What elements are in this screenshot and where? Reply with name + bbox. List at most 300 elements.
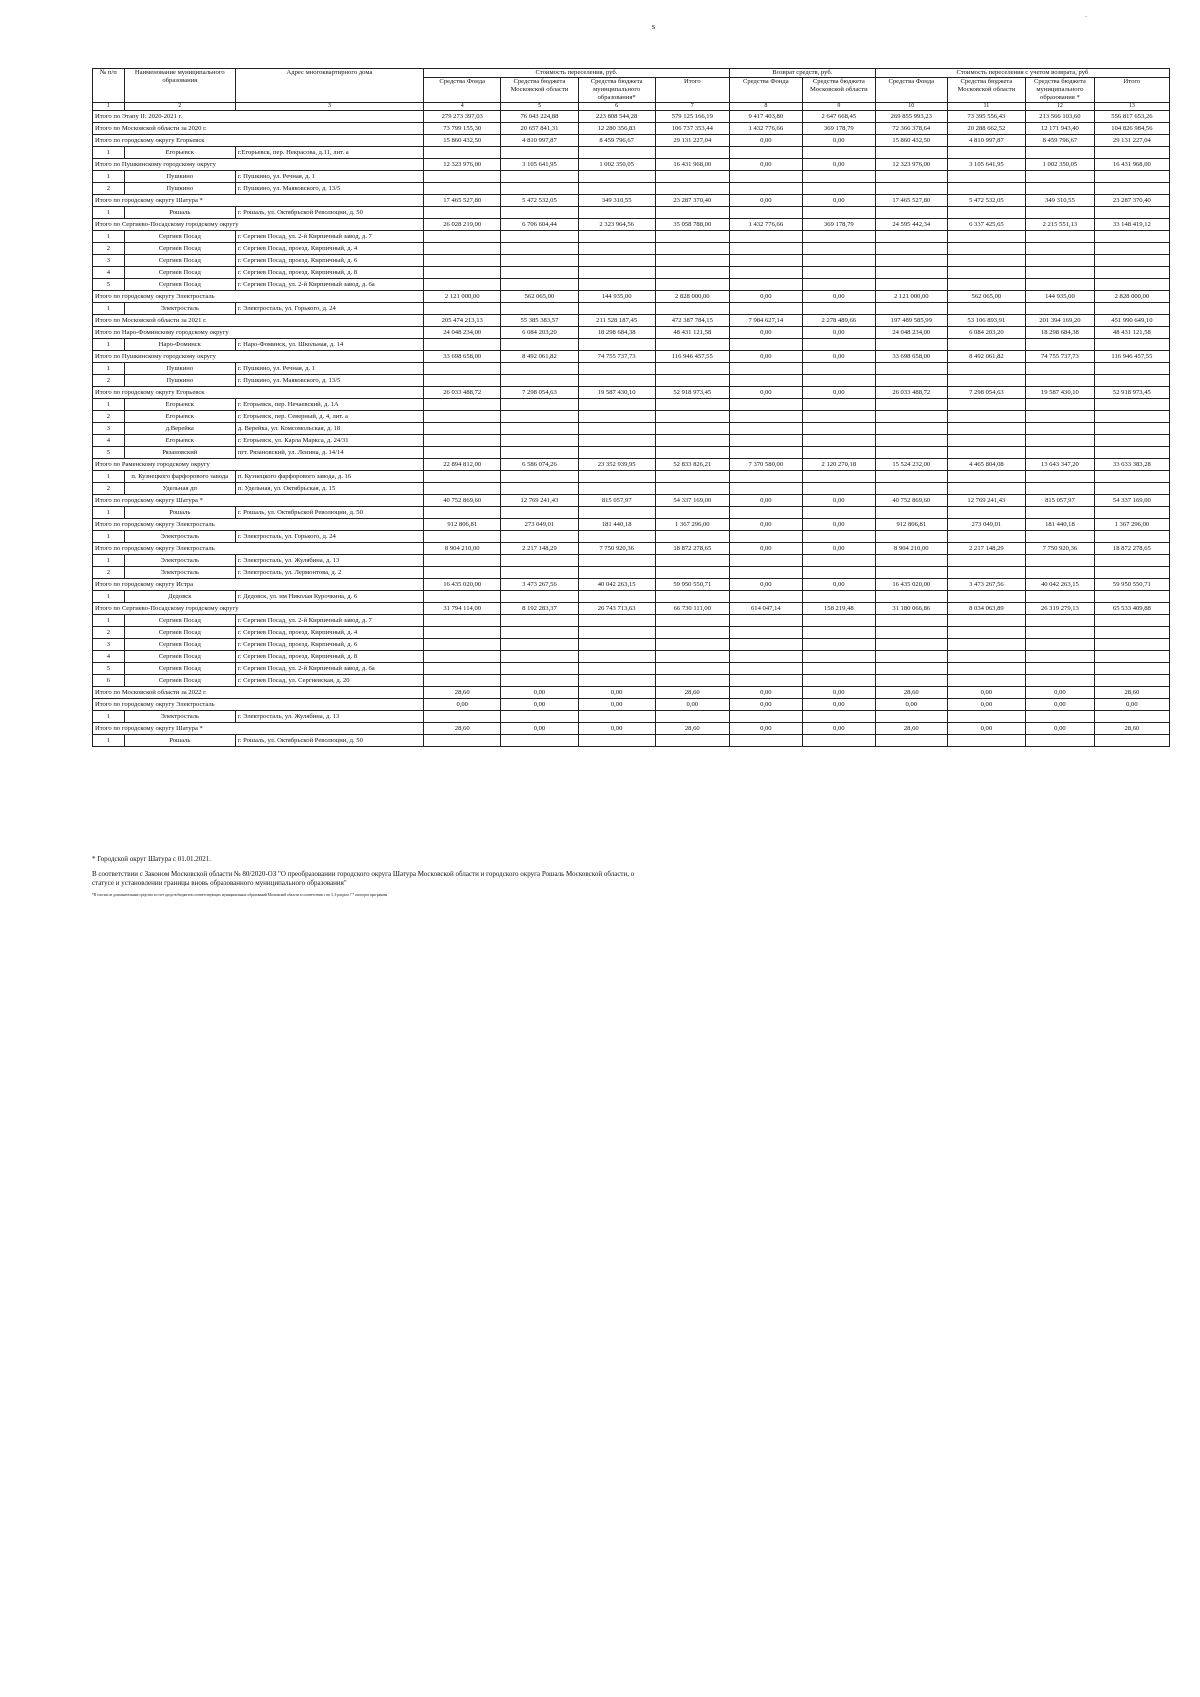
row-number: 2 xyxy=(93,183,125,195)
footnote-law-cont: статусе и установлении границы вновь образованного муниципального образования" xyxy=(92,879,347,887)
table-row xyxy=(93,255,1170,267)
table-row xyxy=(93,375,1170,387)
table-body xyxy=(93,111,1170,747)
col-number: 9 xyxy=(802,103,875,111)
empty-cell xyxy=(424,735,501,747)
empty-cell xyxy=(947,243,1025,255)
empty-cell xyxy=(947,639,1025,651)
empty-cell xyxy=(501,423,578,435)
empty-cell xyxy=(1026,663,1095,675)
header-name: Наименование муниципального образования xyxy=(124,69,235,103)
empty-cell xyxy=(1094,447,1169,459)
empty-cell xyxy=(501,651,578,663)
total-value: 0,00 xyxy=(729,723,802,735)
empty-cell xyxy=(802,423,875,435)
empty-cell xyxy=(578,183,655,195)
municipality-name: Пушкино xyxy=(124,375,235,387)
empty-cell xyxy=(578,207,655,219)
empty-cell xyxy=(875,231,947,243)
empty-cell xyxy=(1026,615,1095,627)
empty-cell xyxy=(1094,399,1169,411)
total-label: Итого по городскому округу Электросталь xyxy=(93,699,424,711)
house-address: г. Пушкино, ул. Речная, д. 1 xyxy=(235,363,423,375)
total-value: 223 808 544,28 xyxy=(578,111,655,123)
total-value: 0,00 xyxy=(578,723,655,735)
empty-cell xyxy=(1026,639,1095,651)
total-value: 3 105 641,95 xyxy=(947,159,1025,171)
total-value: 23 287 370,40 xyxy=(655,195,729,207)
total-value: 6 337 425,65 xyxy=(947,219,1025,231)
empty-cell xyxy=(1094,483,1169,495)
table-row xyxy=(93,411,1170,423)
empty-cell xyxy=(501,375,578,387)
total-value: 0,00 xyxy=(802,723,875,735)
total-value: 16 431 968,00 xyxy=(655,159,729,171)
empty-cell xyxy=(729,651,802,663)
empty-cell xyxy=(729,267,802,279)
empty-cell xyxy=(501,363,578,375)
total-label: Итого по городскому округу Электросталь xyxy=(93,291,424,303)
total-value: 12 171 943,40 xyxy=(1026,123,1095,135)
total-row xyxy=(93,135,1170,147)
total-label: Итого по городскому округу Шатура * xyxy=(93,723,424,735)
row-number: 1 xyxy=(93,363,125,375)
empty-cell xyxy=(875,207,947,219)
house-address: г. Сергиев Посад, ул. 2-й Кирпичный завод, д. 6а xyxy=(235,279,423,291)
empty-cell xyxy=(875,507,947,519)
header-cost-municipal: Средства бюджета муниципального образования* xyxy=(578,78,655,103)
total-value: 0,00 xyxy=(1026,699,1095,711)
empty-cell xyxy=(1026,567,1095,579)
empty-cell xyxy=(947,651,1025,663)
empty-cell xyxy=(947,675,1025,687)
total-value: 1 002 350,05 xyxy=(1026,159,1095,171)
total-value: 349 310,55 xyxy=(1026,195,1095,207)
total-value: 0,00 xyxy=(802,351,875,363)
row-number: 2 xyxy=(93,411,125,423)
house-address: г. Электросталь, ул. Жулябина, д. 13 xyxy=(235,711,423,723)
empty-cell xyxy=(1026,399,1095,411)
empty-cell xyxy=(578,147,655,159)
empty-cell xyxy=(424,447,501,459)
total-value: 815 057,97 xyxy=(578,495,655,507)
house-address: г. Сергиев Посад, проезд. Кирпичный, д. 4 xyxy=(235,243,423,255)
empty-cell xyxy=(947,483,1025,495)
total-row xyxy=(93,459,1170,471)
total-value: 104 826 984,56 xyxy=(1094,123,1169,135)
empty-cell xyxy=(424,279,501,291)
total-value: 29 131 227,04 xyxy=(655,135,729,147)
total-value: 19 587 430,10 xyxy=(1026,387,1095,399)
empty-cell xyxy=(802,411,875,423)
total-value: 40 042 263,15 xyxy=(1026,579,1095,591)
total-value: 28,60 xyxy=(424,723,501,735)
empty-cell xyxy=(1094,651,1169,663)
empty-cell xyxy=(802,231,875,243)
total-value: 55 385 383,57 xyxy=(501,315,578,327)
empty-cell xyxy=(424,303,501,315)
house-address: г. Пушкино, ул. Маяковского, д. 13/5 xyxy=(235,375,423,387)
empty-cell xyxy=(947,303,1025,315)
empty-cell xyxy=(1094,663,1169,675)
header-cost-total: Итого xyxy=(655,78,729,103)
total-row xyxy=(93,219,1170,231)
total-value: 0,00 xyxy=(802,291,875,303)
empty-cell xyxy=(578,375,655,387)
total-value: 8 492 061,82 xyxy=(501,351,578,363)
total-value: 8 492 061,82 xyxy=(947,351,1025,363)
total-value: 144 935,00 xyxy=(1026,291,1095,303)
corner-mark: . xyxy=(1085,10,1087,19)
empty-cell xyxy=(655,267,729,279)
empty-cell xyxy=(1026,363,1095,375)
municipality-name: Сергиев Посад xyxy=(124,627,235,639)
empty-cell xyxy=(875,303,947,315)
empty-cell xyxy=(424,675,501,687)
empty-cell xyxy=(1026,255,1095,267)
empty-cell xyxy=(578,567,655,579)
empty-cell xyxy=(947,375,1025,387)
total-value: 0,00 xyxy=(802,699,875,711)
total-value: 116 946 457,55 xyxy=(655,351,729,363)
empty-cell xyxy=(578,675,655,687)
empty-cell xyxy=(875,279,947,291)
empty-cell xyxy=(802,183,875,195)
total-value: 8 904 210,00 xyxy=(875,543,947,555)
empty-cell xyxy=(501,663,578,675)
empty-cell xyxy=(875,483,947,495)
total-value: 33 633 383,28 xyxy=(1094,459,1169,471)
total-value: 48 431 121,58 xyxy=(1094,327,1169,339)
empty-cell xyxy=(655,435,729,447)
total-value: 1 432 776,66 xyxy=(729,123,802,135)
total-value: 16 435 020,00 xyxy=(875,579,947,591)
empty-cell xyxy=(424,639,501,651)
table-row xyxy=(93,399,1170,411)
total-value: 0,00 xyxy=(947,687,1025,699)
total-value: 2 120 270,18 xyxy=(802,459,875,471)
row-number: 1 xyxy=(93,507,125,519)
total-value: 24 048 234,00 xyxy=(875,327,947,339)
total-value: 0,00 xyxy=(947,699,1025,711)
header-net-fund: Средства Фонда xyxy=(875,78,947,103)
empty-cell xyxy=(802,663,875,675)
empty-cell xyxy=(947,507,1025,519)
empty-cell xyxy=(947,735,1025,747)
empty-cell xyxy=(655,375,729,387)
total-value: 211 528 187,45 xyxy=(578,315,655,327)
total-label: Итого по городскому округу Егорьевск xyxy=(93,135,424,147)
empty-cell xyxy=(424,615,501,627)
total-value: 472 387 784,15 xyxy=(655,315,729,327)
empty-cell xyxy=(1094,279,1169,291)
header-return-group: Возврат средств, руб. xyxy=(729,69,875,78)
total-value: 0,00 xyxy=(501,723,578,735)
municipality-name: Наро-Фоминск xyxy=(124,339,235,351)
empty-cell xyxy=(1094,147,1169,159)
empty-cell xyxy=(501,447,578,459)
empty-cell xyxy=(1094,591,1169,603)
total-value: 8 459 796,67 xyxy=(578,135,655,147)
empty-cell xyxy=(501,399,578,411)
table-row xyxy=(93,735,1170,747)
total-value: 269 855 993,23 xyxy=(875,111,947,123)
total-value: 28,60 xyxy=(875,687,947,699)
total-value: 0,00 xyxy=(802,135,875,147)
total-value: 0,00 xyxy=(729,291,802,303)
table-row xyxy=(93,507,1170,519)
empty-cell xyxy=(729,675,802,687)
total-value: 562 065,00 xyxy=(501,291,578,303)
header-net-total: Итого xyxy=(1094,78,1169,103)
empty-cell xyxy=(655,303,729,315)
empty-cell xyxy=(802,567,875,579)
municipality-name: Сергиев Посад xyxy=(124,651,235,663)
empty-cell xyxy=(1026,339,1095,351)
footnote-small: *В том числе дополнительные средства за счет средств бюджетов соответствующих муниципальных образований Московской области в соответствии с пп 3, 4 раздела 7 * паспорта программы xyxy=(92,893,388,897)
total-value: 279 273 397,03 xyxy=(424,111,501,123)
empty-cell xyxy=(1026,735,1095,747)
empty-cell xyxy=(1026,447,1095,459)
row-number: 1 xyxy=(93,231,125,243)
total-value: 28,60 xyxy=(424,687,501,699)
total-value: 26 033 488,72 xyxy=(875,387,947,399)
empty-cell xyxy=(1094,243,1169,255)
empty-cell xyxy=(578,591,655,603)
empty-cell xyxy=(1094,255,1169,267)
col-number: 6 xyxy=(578,103,655,111)
empty-cell xyxy=(802,483,875,495)
empty-cell xyxy=(578,435,655,447)
total-value: 18 872 278,65 xyxy=(655,543,729,555)
total-value: 74 755 737,73 xyxy=(1026,351,1095,363)
col-number: 5 xyxy=(501,103,578,111)
empty-cell xyxy=(947,399,1025,411)
total-value: 0,00 xyxy=(802,327,875,339)
municipality-name: Сергиев Посад xyxy=(124,675,235,687)
total-row xyxy=(93,195,1170,207)
empty-cell xyxy=(655,567,729,579)
empty-cell xyxy=(729,507,802,519)
total-row xyxy=(93,327,1170,339)
empty-cell xyxy=(729,423,802,435)
total-value: 66 730 111,00 xyxy=(655,603,729,615)
header-cost-group: Стоимость переселения, руб. xyxy=(424,69,730,78)
empty-cell xyxy=(424,231,501,243)
row-number: 1 xyxy=(93,591,125,603)
total-value: 26 319 279,13 xyxy=(1026,603,1095,615)
table-row xyxy=(93,207,1170,219)
house-address: г. Дедовск, ул. им Николая Курочкина, д. 6 xyxy=(235,591,423,603)
house-address: г. Электросталь, ул. Горького, д. 24 xyxy=(235,303,423,315)
row-number: 4 xyxy=(93,435,125,447)
total-value: 33 698 658,00 xyxy=(424,351,501,363)
total-value: 7 298 054,63 xyxy=(501,387,578,399)
row-number: 1 xyxy=(93,531,125,543)
empty-cell xyxy=(655,171,729,183)
table-row xyxy=(93,147,1170,159)
municipality-name: Сергиев Посад xyxy=(124,231,235,243)
total-value: 59 950 550,71 xyxy=(655,579,729,591)
total-value: 0,00 xyxy=(424,699,501,711)
empty-cell xyxy=(1094,231,1169,243)
total-value: 0,00 xyxy=(729,699,802,711)
empty-cell xyxy=(1026,711,1095,723)
empty-cell xyxy=(578,615,655,627)
col-number: 11 xyxy=(947,103,1025,111)
empty-cell xyxy=(875,447,947,459)
empty-cell xyxy=(875,735,947,747)
empty-cell xyxy=(802,255,875,267)
house-address: г. Наро-Фоминск, ул. Школьная, д. 14 xyxy=(235,339,423,351)
municipality-name: Сергиев Посад xyxy=(124,279,235,291)
empty-cell xyxy=(875,399,947,411)
empty-cell xyxy=(1094,531,1169,543)
empty-cell xyxy=(1026,507,1095,519)
total-value: 106 737 353,44 xyxy=(655,123,729,135)
empty-cell xyxy=(578,735,655,747)
total-value: 2 217 148,29 xyxy=(501,543,578,555)
row-number: 5 xyxy=(93,447,125,459)
total-value: 35 058 788,00 xyxy=(655,219,729,231)
total-label: Итого по Сергиево-Посадскому городскому округу xyxy=(93,219,424,231)
house-address: г. Сергиев Посад, проезд. Кирпичный, д. 6 xyxy=(235,639,423,651)
table-row xyxy=(93,483,1170,495)
empty-cell xyxy=(802,627,875,639)
empty-cell xyxy=(1094,507,1169,519)
empty-cell xyxy=(875,615,947,627)
total-value: 3 105 641,95 xyxy=(501,159,578,171)
total-value: 48 431 121,58 xyxy=(655,327,729,339)
empty-cell xyxy=(875,567,947,579)
empty-cell xyxy=(578,531,655,543)
house-address: г. Сергиев Посад, проезд. Кирпичный, д. 4 xyxy=(235,627,423,639)
empty-cell xyxy=(1094,363,1169,375)
empty-cell xyxy=(729,411,802,423)
empty-cell xyxy=(947,423,1025,435)
municipality-name: п. Кузнецкого фарфорового завода xyxy=(124,471,235,483)
total-row xyxy=(93,291,1170,303)
empty-cell xyxy=(875,147,947,159)
total-value: 24 595 442,34 xyxy=(875,219,947,231)
total-row xyxy=(93,159,1170,171)
total-label: Итого по городскому округу Электросталь xyxy=(93,519,424,531)
empty-cell xyxy=(424,363,501,375)
empty-cell xyxy=(655,339,729,351)
total-value: 6 084 203,20 xyxy=(947,327,1025,339)
total-row xyxy=(93,315,1170,327)
total-value: 15 860 432,50 xyxy=(424,135,501,147)
house-address: г. Сергиев Посад, ул. 2-й Кирпичный завод, д. 6а xyxy=(235,663,423,675)
empty-cell xyxy=(501,483,578,495)
empty-cell xyxy=(729,471,802,483)
empty-cell xyxy=(1026,411,1095,423)
row-number: 1 xyxy=(93,711,125,723)
empty-cell xyxy=(875,711,947,723)
empty-cell xyxy=(501,231,578,243)
col-number: 8 xyxy=(729,103,802,111)
total-value: 2 121 000,00 xyxy=(424,291,501,303)
empty-cell xyxy=(729,375,802,387)
empty-cell xyxy=(1026,279,1095,291)
empty-cell xyxy=(729,555,802,567)
total-value: 0,00 xyxy=(729,579,802,591)
total-label: Итого по Сергиево-Посадскому городскому округу xyxy=(93,603,424,615)
house-address: г. Сергиев Посад, проезд. Кирпичный, д. 6 xyxy=(235,255,423,267)
house-address: г. Электросталь, ул. Лермонтова, д. 2 xyxy=(235,567,423,579)
total-value: 0,00 xyxy=(802,543,875,555)
total-value: 181 440,18 xyxy=(578,519,655,531)
total-value: 15 524 232,00 xyxy=(875,459,947,471)
total-value: 28,60 xyxy=(655,723,729,735)
municipality-name: Пушкино xyxy=(124,183,235,195)
empty-cell xyxy=(655,531,729,543)
empty-cell xyxy=(1094,675,1169,687)
empty-cell xyxy=(655,207,729,219)
total-value: 0,00 xyxy=(729,687,802,699)
total-value: 7 370 580,00 xyxy=(729,459,802,471)
empty-cell xyxy=(578,303,655,315)
empty-cell xyxy=(655,675,729,687)
total-value: 8 459 796,67 xyxy=(1026,135,1095,147)
empty-cell xyxy=(875,243,947,255)
municipality-name: д.Верейка xyxy=(124,423,235,435)
empty-cell xyxy=(875,663,947,675)
total-label: Итого по городскому округу Шатура * xyxy=(93,495,424,507)
total-value: 28,60 xyxy=(875,723,947,735)
total-value: 0,00 xyxy=(729,135,802,147)
house-address: д. Верейка, ул. Комсомольская, д. 18 xyxy=(235,423,423,435)
empty-cell xyxy=(424,171,501,183)
total-value: 6 586 074,26 xyxy=(501,459,578,471)
empty-cell xyxy=(578,255,655,267)
empty-cell xyxy=(947,471,1025,483)
table-row xyxy=(93,303,1170,315)
empty-cell xyxy=(424,507,501,519)
total-value: 349 310,55 xyxy=(578,195,655,207)
col-number: 1 xyxy=(93,103,125,111)
empty-cell xyxy=(424,531,501,543)
empty-cell xyxy=(1094,567,1169,579)
empty-cell xyxy=(947,615,1025,627)
total-label: Итого по Пушкинскому городскому округу xyxy=(93,351,424,363)
empty-cell xyxy=(655,243,729,255)
total-row xyxy=(93,351,1170,363)
total-value: 7 750 920,36 xyxy=(578,543,655,555)
total-value: 0,00 xyxy=(802,195,875,207)
empty-cell xyxy=(729,591,802,603)
empty-cell xyxy=(947,435,1025,447)
table-row xyxy=(93,639,1170,651)
empty-cell xyxy=(424,483,501,495)
total-value: 815 057,97 xyxy=(1026,495,1095,507)
total-value: 0,00 xyxy=(802,579,875,591)
empty-cell xyxy=(655,411,729,423)
col-number: 2 xyxy=(124,103,235,111)
empty-cell xyxy=(1094,615,1169,627)
total-value: 8 192 283,37 xyxy=(501,603,578,615)
empty-cell xyxy=(1026,423,1095,435)
empty-cell xyxy=(501,171,578,183)
total-value: 0,00 xyxy=(501,699,578,711)
empty-cell xyxy=(424,375,501,387)
empty-cell xyxy=(1094,735,1169,747)
empty-cell xyxy=(729,615,802,627)
row-number: 2 xyxy=(93,243,125,255)
header-cost-fund: Средства Фонда xyxy=(424,78,501,103)
empty-cell xyxy=(1026,435,1095,447)
empty-cell xyxy=(501,183,578,195)
